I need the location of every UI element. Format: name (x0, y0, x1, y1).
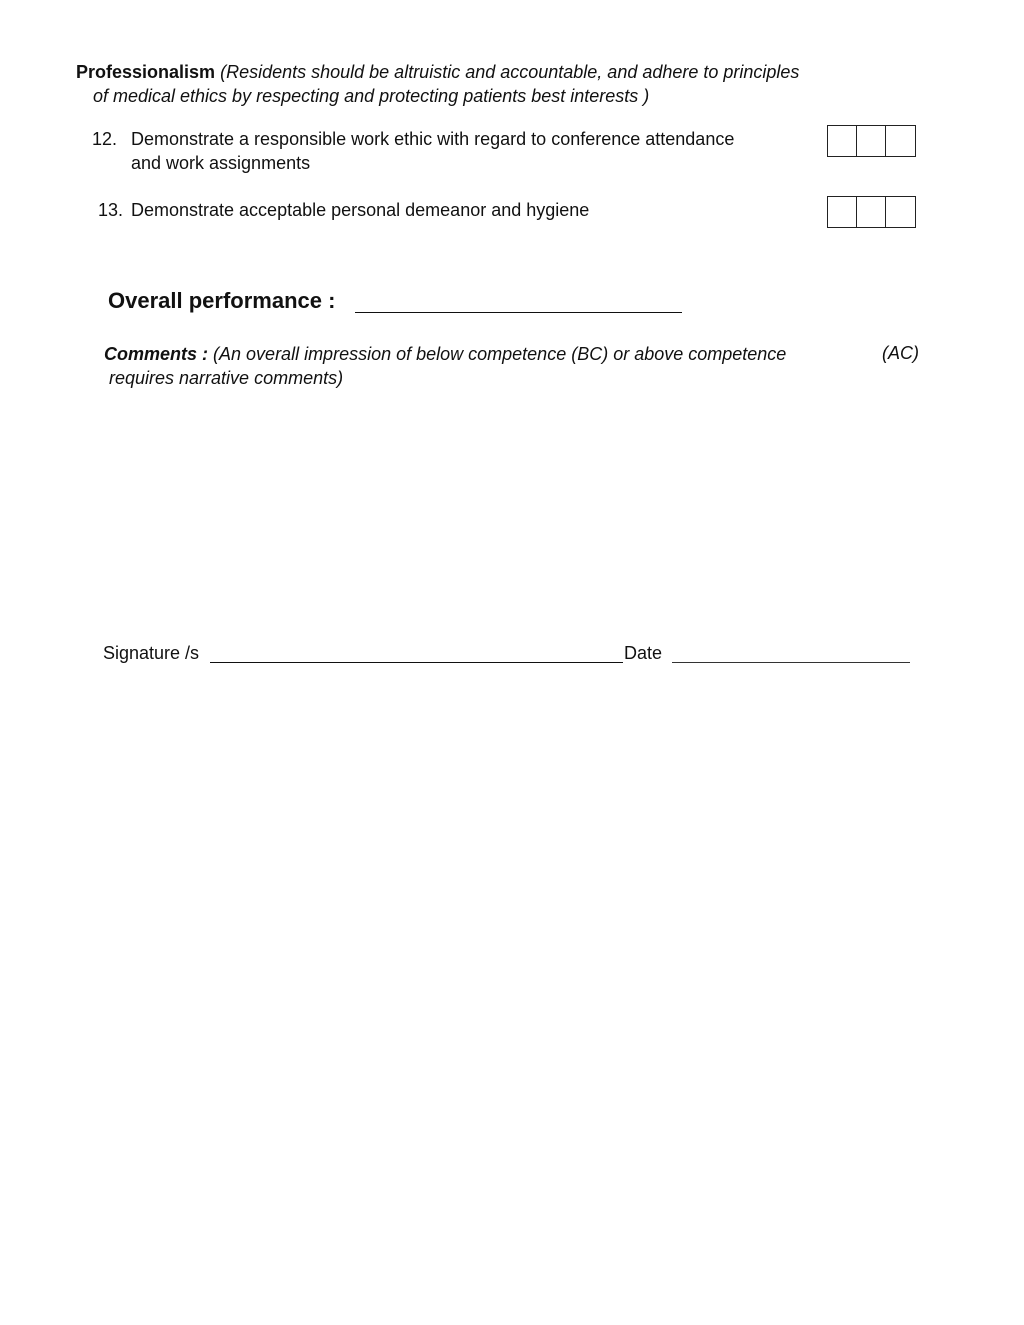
comments-line1 (104, 342, 786, 366)
signature-line[interactable] (210, 642, 623, 663)
item-13-number: 13. (98, 200, 124, 220)
overall-performance-label: Overall performance : (108, 288, 336, 313)
item-13-rating-box-3[interactable] (886, 197, 915, 227)
section-description-line1: (Residents should be altruistic and accountable, and adhere to principles (220, 62, 800, 82)
signature-label: Signature /s (103, 643, 200, 663)
section-description-line2: of medical ethics by respecting and protecting patients best interests ) (93, 86, 650, 106)
section-heading (76, 60, 799, 84)
item-12-rating-boxes (827, 125, 916, 157)
section-title: Professionalism (76, 62, 216, 82)
comments-label: Comments : (104, 344, 209, 364)
date-line[interactable] (672, 642, 910, 663)
item-13-rating-box-2[interactable] (857, 197, 886, 227)
item-13-rating-boxes (827, 196, 916, 228)
date-label: Date (624, 643, 663, 663)
comments-text-line1: (An overall impression of below competence (BC) or above competence (213, 344, 787, 364)
item-13-rating-box-1[interactable] (828, 197, 857, 227)
item-12-rating-box-3[interactable] (886, 126, 915, 156)
item-13-text-line1: Demonstrate acceptable personal demeanor and hygiene (131, 200, 590, 220)
overall-performance-line[interactable] (355, 290, 682, 313)
comments-text-line2: requires narrative comments) (109, 368, 344, 388)
comments-text-ac: (AC) (882, 343, 919, 363)
item-12-number: 12. (92, 129, 118, 149)
section-description-line2-wrap (93, 84, 649, 108)
item-12-text-line1: Demonstrate a responsible work ethic with regard to conference attendance (131, 129, 735, 149)
item-12-text-line2: and work assignments (131, 153, 311, 173)
item-12-rating-box-1[interactable] (828, 126, 857, 156)
item-12-rating-box-2[interactable] (857, 126, 886, 156)
